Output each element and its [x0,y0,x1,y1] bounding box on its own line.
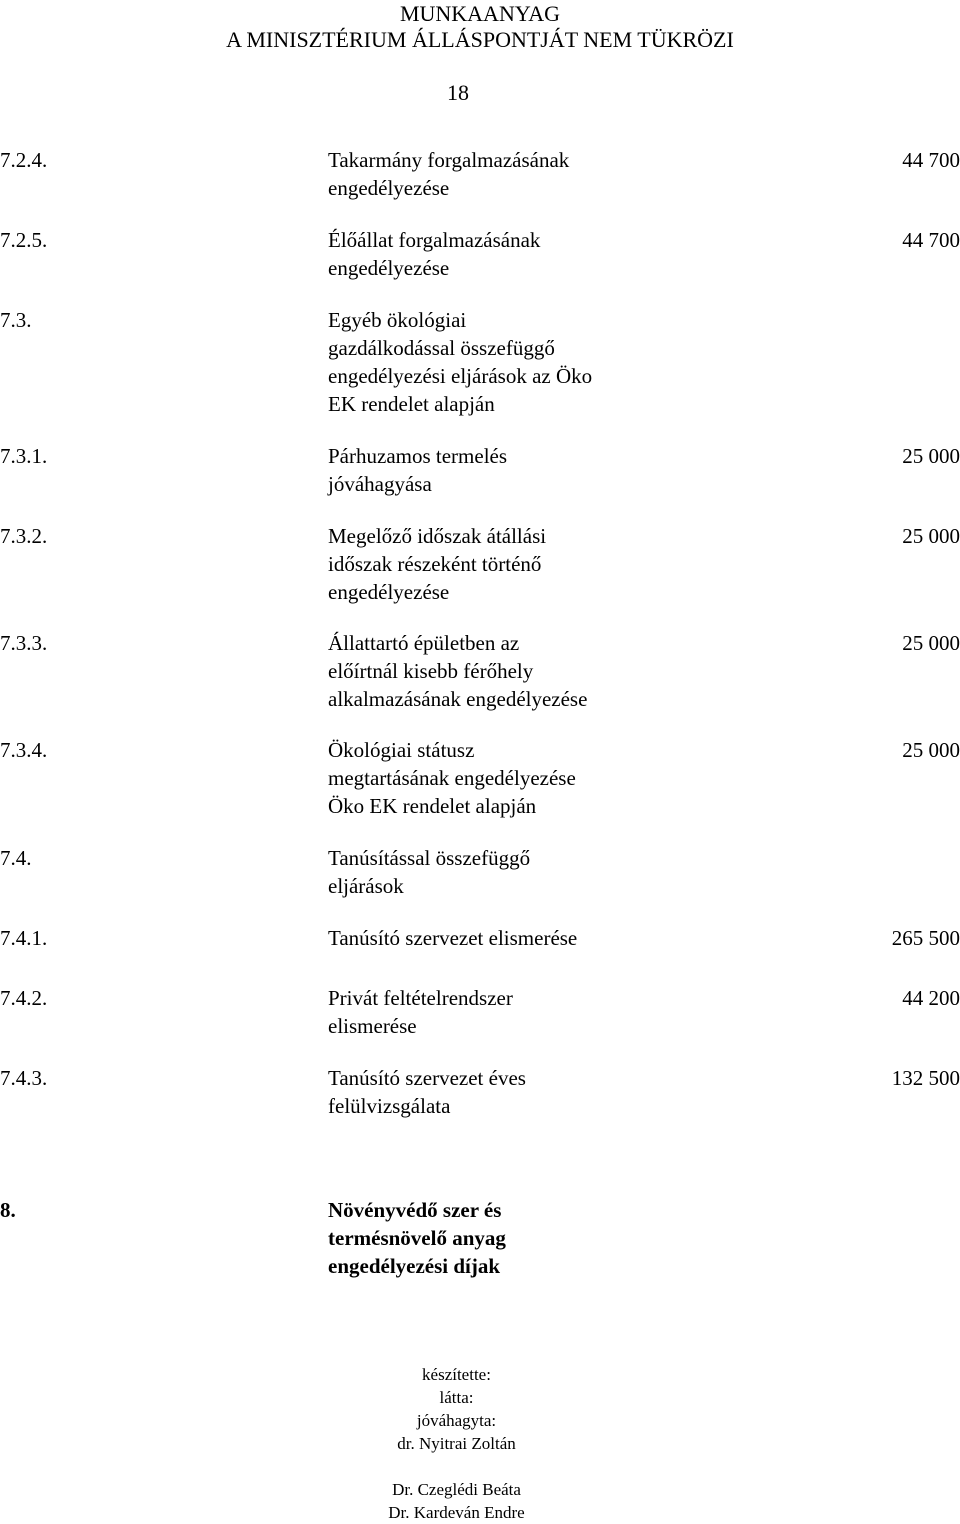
item-description-line: időszak részeként történő [328,552,542,576]
fee-amount: 25 000 [902,631,960,655]
draft-watermark-subtitle: A MINISZTÉRIUM ÁLLÁSPONTJÁT NEM TÜKRÖZI [226,27,734,52]
item-number: 7.4.2. [0,986,48,1010]
item-description-line: Élőállat forgalmazásának [328,228,541,252]
item-description-line: megtartásának engedélyezése [328,766,576,790]
item-description-line: Privát feltételrendszer [328,986,513,1010]
item-description [328,984,728,1040]
item-description-line: Öko EK rendelet alapján [328,794,537,818]
item-description-line: Takarmány forgalmazásának [328,148,570,172]
draft-watermark-title: MUNKAANYAG [399,1,561,26]
item-description-line: alkalmazásának engedélyezése [328,687,588,711]
item-description-line: Állattartó épületben az [328,631,520,655]
fee-amount: 25 000 [902,444,960,468]
item-number: 7.3.2. [0,524,48,548]
signatory-name: dr. Nyitrai Zoltán [397,1434,516,1453]
fee-amount: 44 700 [902,148,960,172]
signature-seen-label: látta: [439,1388,474,1407]
item-description [328,924,728,952]
item-description-line: jóváhagyása [328,472,432,496]
section-title [328,1196,728,1280]
item-description-line: Ökológiai státusz [328,738,475,762]
item-description-line: engedélyezése [328,580,450,604]
item-description [328,844,728,900]
item-description [328,146,728,202]
item-number: 7.3. [0,308,32,332]
item-description-line: elismerése [328,1014,417,1038]
section-number: 8. [0,1198,16,1222]
item-description [328,736,728,820]
item-description [328,226,728,282]
item-description-line: gazdálkodással összefüggő [328,336,555,360]
page-number: 18 [447,80,469,105]
signature-prepared-label: készítette: [422,1365,491,1384]
signature-approved-label: jóváhagyta: [416,1411,497,1430]
item-number: 7.3.1. [0,444,48,468]
fee-amount: 25 000 [902,738,960,762]
item-description [328,306,728,418]
fee-amount: 44 700 [902,228,960,252]
item-description-line: előírtnál kisebb férőhely [328,659,534,683]
fee-amount: 265 500 [891,926,960,950]
signatory-name: Dr. Czeglédi Beáta [392,1480,521,1499]
item-description-line: Tanúsító szervezet elismerése [328,926,578,950]
item-description-line: Tanúsítással összefüggő [328,846,531,870]
section-title-line: termésnövelő anyag [328,1226,506,1250]
item-description [328,629,728,713]
fee-amount: 44 200 [902,986,960,1010]
item-description [328,442,728,498]
item-description [328,522,728,606]
item-number: 7.2.4. [0,148,48,172]
item-description-line: Párhuzamos termelés [328,444,508,468]
item-description-line: EK rendelet alapján [328,392,495,416]
item-number: 7.4.3. [0,1066,48,1090]
item-description [328,1064,728,1120]
item-description-line: Egyéb ökológiai [328,308,467,332]
item-number: 7.3.4. [0,738,48,762]
item-number: 7.4. [0,846,32,870]
signatory-name: Dr. Kardeván Endre [388,1503,525,1522]
section-title-line: engedélyezési díjak [328,1254,501,1278]
item-description-line: Megelőző időszak átállási [328,524,547,548]
fee-amount: 132 500 [891,1066,960,1090]
item-number: 7.2.5. [0,228,48,252]
item-number: 7.4.1. [0,926,48,950]
item-description-line: Tanúsító szervezet éves [328,1066,526,1090]
item-description-line: felülvizsgálata [328,1094,451,1118]
item-description-line: engedélyezése [328,256,450,280]
item-description-line: engedélyezési eljárások az Öko [328,364,593,388]
item-description-line: engedélyezése [328,176,450,200]
item-description-line: eljárások [328,874,404,898]
item-number: 7.3.3. [0,631,48,655]
section-title-line: Növényvédő szer és [328,1198,502,1222]
fee-amount: 25 000 [902,524,960,548]
